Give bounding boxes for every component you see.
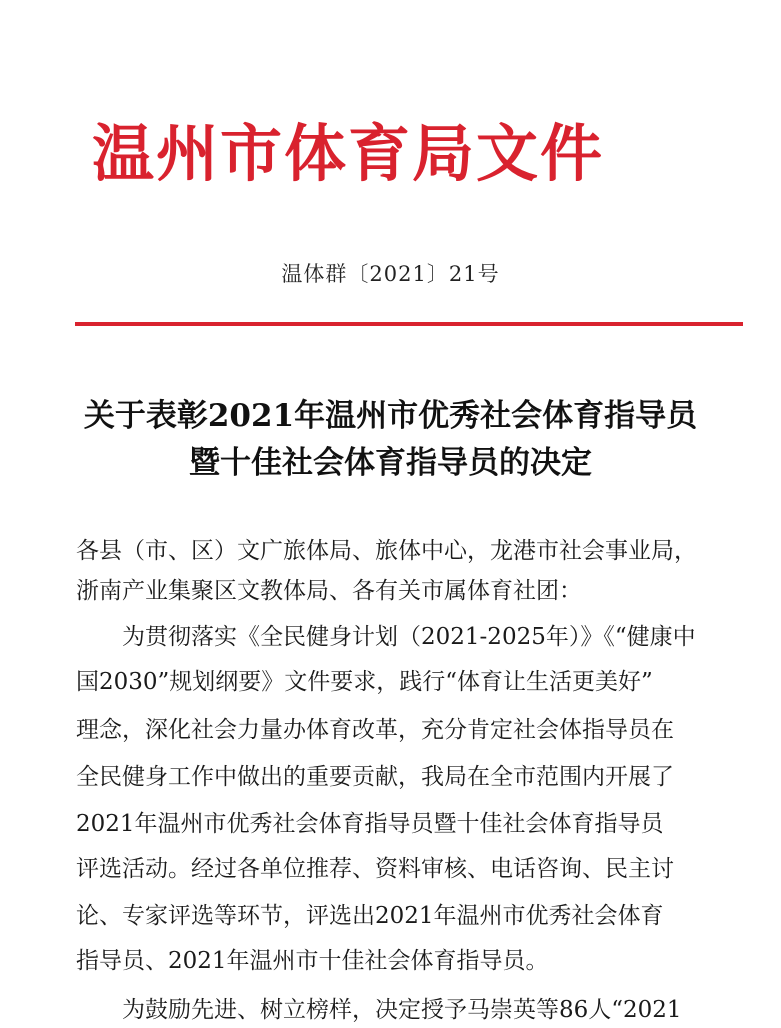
document-number: 温体群〔2021〕21号 xyxy=(281,262,500,286)
body-line-8: 评选活动。经过各单位推荐、资料审核、电话咨询、民主讨 xyxy=(76,856,674,882)
body-line-1: 各县（市、区）文广旅体局、旅体中心，龙港市社会事业局， xyxy=(76,538,697,564)
document-title-line-2: 暨十佳社会体育指导员的决定 xyxy=(189,445,592,481)
body-line-10: 指导员、2021年温州市十佳社会体育指导员。 xyxy=(76,948,549,974)
red-divider-rule xyxy=(75,322,743,326)
body-line-11: 为鼓励先进、树立榜样，决定授予马崇英等86人“2021 xyxy=(122,997,682,1023)
body-line-5: 理念，深化社会力量办体育改革，充分肯定社会体指导员在 xyxy=(76,717,674,743)
document-title-line-1: 关于表彰2021年温州市优秀社会体育指导员 xyxy=(83,398,698,434)
body-line-9: 论、专家评选等环节，评选出2021年温州市优秀社会体育 xyxy=(76,903,664,929)
body-line-6: 全民健身工作中做出的重要贡献，我局在全市范围内开展了 xyxy=(76,764,674,790)
body-line-4: 国2030”规划纲要》文件要求，践行“体育让生活更美好” xyxy=(76,669,653,695)
body-line-2: 浙南产业集聚区文教体局、各有关市属体育社团： xyxy=(76,578,582,604)
document-masthead: 温州市体育局文件 xyxy=(92,117,605,190)
body-line-7: 2021年温州市优秀社会体育指导员暨十佳社会体育指导员 xyxy=(76,811,664,837)
body-line-3: 为贯彻落实《全民健身计划（2021-2025年）》《“健康中 xyxy=(122,624,696,650)
